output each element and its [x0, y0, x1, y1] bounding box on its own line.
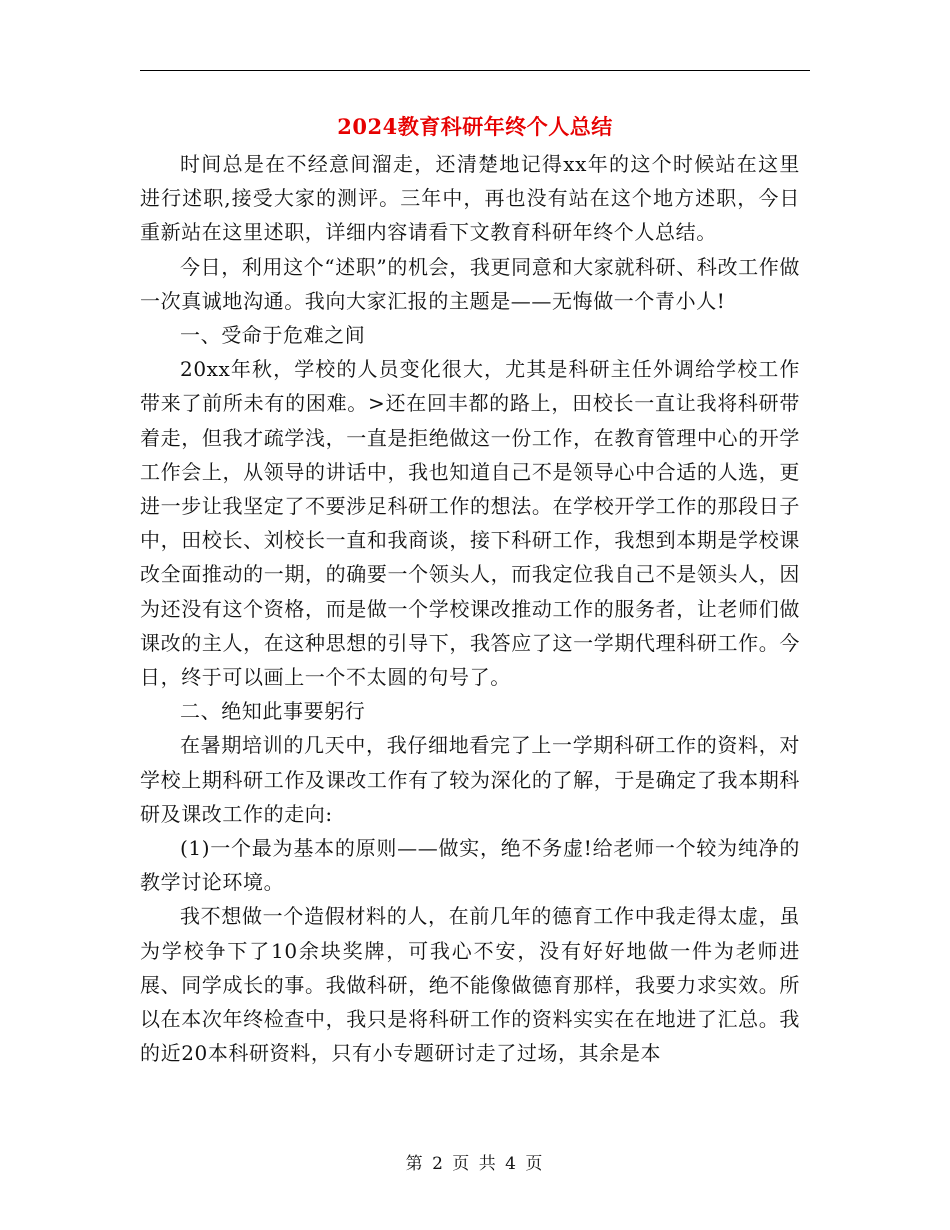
- paragraph-section-1: 20xx年秋，学校的人员变化很大，尤其是科研主任外调给学校工作带来了前所未有的困难。>还在回丰都的路上，田校长一直让我将科研带着走，但我才疏学浅，一直是拒绝做这一份工作，在教育管理中心的开学工作会上，从领导的讲话中，我也知道自己不是领导心中合适的人选，更进一步让我坚定了不要涉足科研工作的想法。在学校开学工作的那段日子中，田校长、刘校长一直和我商谈，接下科研工作，我想到本期是学校课改全面推动的一期，的确要一个领头人，而我定位我自己不是领头人，因为还没有这个资格，而是做一个学校课改推动工作的服务者，让老师们做课改的主人，在这种思想的引导下，我答应了这一学期代理科研工作。今日，终于可以画上一个不太圆的句号了。: [140, 357, 800, 690]
- paragraph-theme: 今日，利用这个“述职”的机会，我更同意和大家就科研、科改工作做一次真诚地沟通。我向大家汇报的主题是——无悔做一个青小人!: [140, 254, 800, 313]
- paragraph-principle-1: (1)一个最为基本的原则——做实，绝不务虚!给老师一个较为纯净的教学讨论环境。: [140, 836, 800, 895]
- document-title: 2024教育科研年终个人总结: [337, 114, 613, 139]
- header-rule: [140, 70, 810, 71]
- paragraph-principle-1-detail: 我不想做一个造假材料的人，在前几年的德育工作中我走得太虚，虽为学校争下了10余块奖牌，可我心不安，没有好好地做一件为老师进展、同学成长的事。我做科研，绝不能像做德育那样，我要力求实效。所以在本次年终检查中，我只是将科研工作的资料实实在在地进了汇总。我的近20本科研资料，只有小专题研讨走了过场，其余是本: [140, 904, 800, 1066]
- document-body: [140, 147, 800, 1070]
- paragraph-intro: 时间总是在不经意间溜走，还清楚地记得xx年的这个时候站在这里进行述职,接受大家的测评。三年中，再也没有站在这个地方述职，今日重新站在这里述职，详细内容请看下文教育科研年终个人总结。: [140, 152, 800, 245]
- page-number-footer: 第 2 页 共 4 页: [405, 1154, 545, 1174]
- section-heading-2: 二、绝知此事要躬行: [180, 699, 366, 724]
- section-heading-1: 一、受命于危难之间: [180, 323, 366, 348]
- paragraph-section-2: 在暑期培训的几天中，我仔细地看完了上一学期科研工作的资料，对学校上期科研工作及课改工作有了较为深化的了解，于是确定了我本期科研及课改工作的走向:: [140, 733, 800, 826]
